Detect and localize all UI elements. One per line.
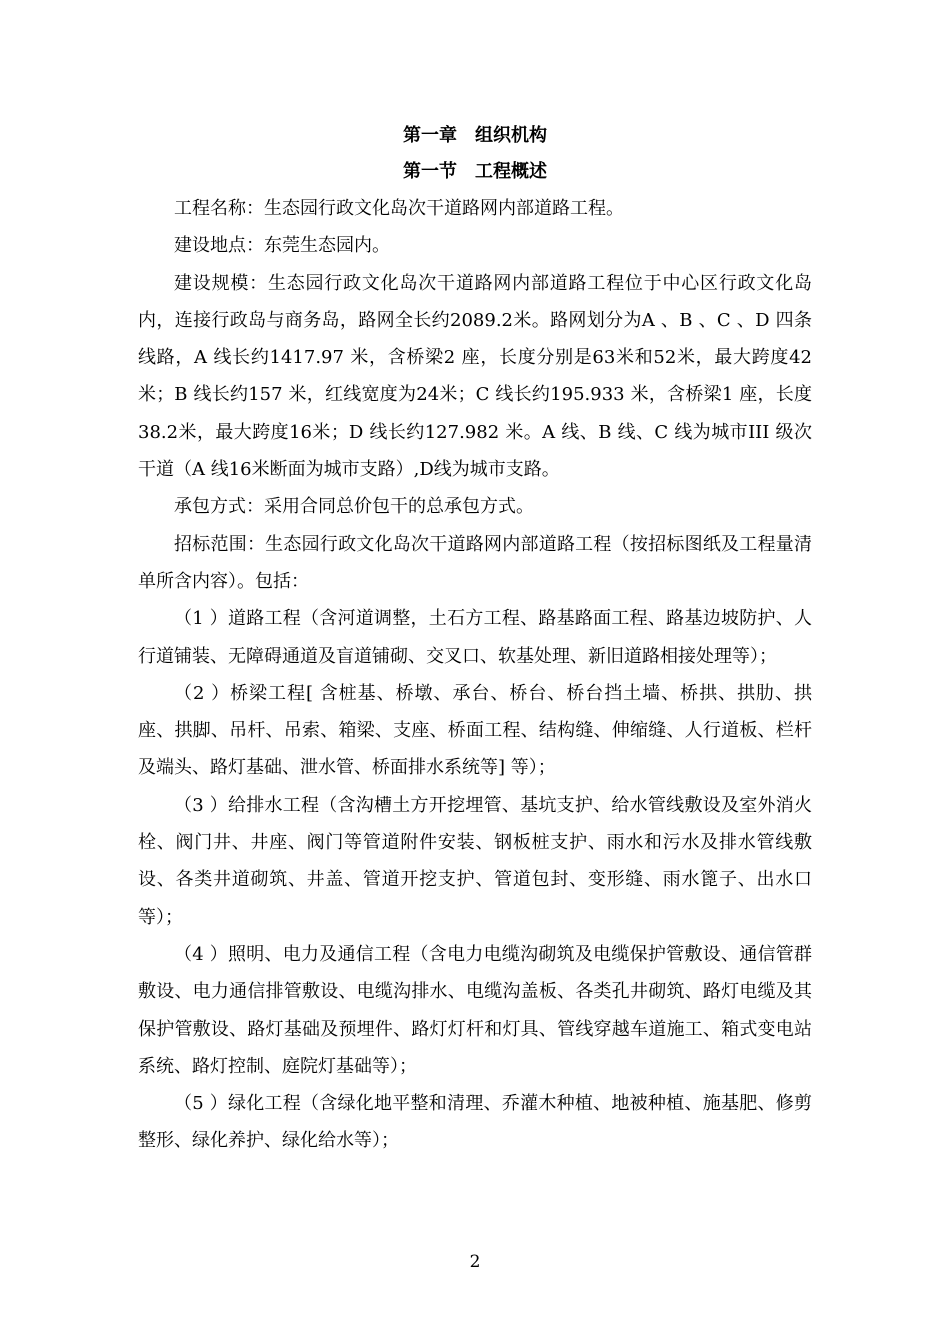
scope-item-water: （3 ）给排水工程（含沟槽土方开挖埋管、基坑支护、给水管线敷设及室外消火栓、阀门井、井座、阀门等管道附件安装、钢板桩支护、雨水和污水及排水管线敷设、各类井道砌筑、井盖、管道开挖支护、管道包封、变形缝、雨水篦子、出水口等）； [138,794,812,928]
paragraph-project-name: 工程名称：生态园行政文化岛次干道路网内部道路工程。 [174,198,624,219]
scope-item-road: （1 ）道路工程（含河道调整，土石方工程、路基路面工程、路基边坡防护、人行道铺装、无障碍通道及盲道铺砌、交叉口、软基处理、新旧道路相接处理等）； [138,608,812,667]
paragraph-scale: 建设规模：生态园行政文化岛次干道路网内部道路工程位于中心区行政文化岛内，连接行政岛与商务岛，路网全长约2089.2米。路网划分为A 、B 、C 、D 四条线路，A 线长约1417.97 米，含桥梁2 座，长度分别是63米和52米，最大跨度42米；B 线长约157 米，红线宽度为24米；C 线长约195.933 米，含桥梁1 座，长度38.2米，最大跨度16米；D 线长约127.982 米。A 线、B 线、C 线为城市III 级次干道（A 线16米断面为城市支路）,D线为城市支路。 [138,272,812,481]
scope-item-bridge: （2 ）桥梁工程[ 含桩基、桥墩、承台、桥台、桥台挡土墙、桥拱、拱肋、拱座、拱脚、吊杆、吊索、箱梁、支座、桥面工程、结构缝、伸缩缝、人行道板、栏杆及端头、路灯基础、泄水管、桥面排水系统等] 等）； [138,682,812,779]
page-number: 2 [469,1252,481,1272]
chapter-title: 第一章 组织机构 [403,125,547,146]
paragraph-tender-scope: 招标范围：生态园行政文化岛次干道路网内部道路工程（按招标图纸及工程量清单所含内容）。包括： [138,533,812,592]
scope-item-greening: （5 ）绿化工程（含绿化地平整和清理、乔灌木种植、地被种植、施基肥、修剪整形、绿化养护、绿化给水等）； [138,1093,812,1152]
paragraph-contract-method: 承包方式：采用合同总价包干的总承包方式。 [174,496,534,518]
document-page [138,118,812,1160]
scope-item-lighting: （4 ）照明、电力及通信工程（含电力电缆沟砌筑及电缆保护管敷设、通信管群敷设、电力通信排管敷设、电缆沟排水、电缆沟盖板、各类孔井砌筑、路灯电缆及其保护管敷设、路灯基础及预埋件、路灯灯杆和灯具、管线穿越车道施工、箱式变电站系统、路灯控制、庭院灯基础等）； [138,943,812,1077]
section-title: 第一节 工程概述 [403,161,547,182]
paragraph-location: 建设地点：东莞生态园内。 [174,235,390,257]
